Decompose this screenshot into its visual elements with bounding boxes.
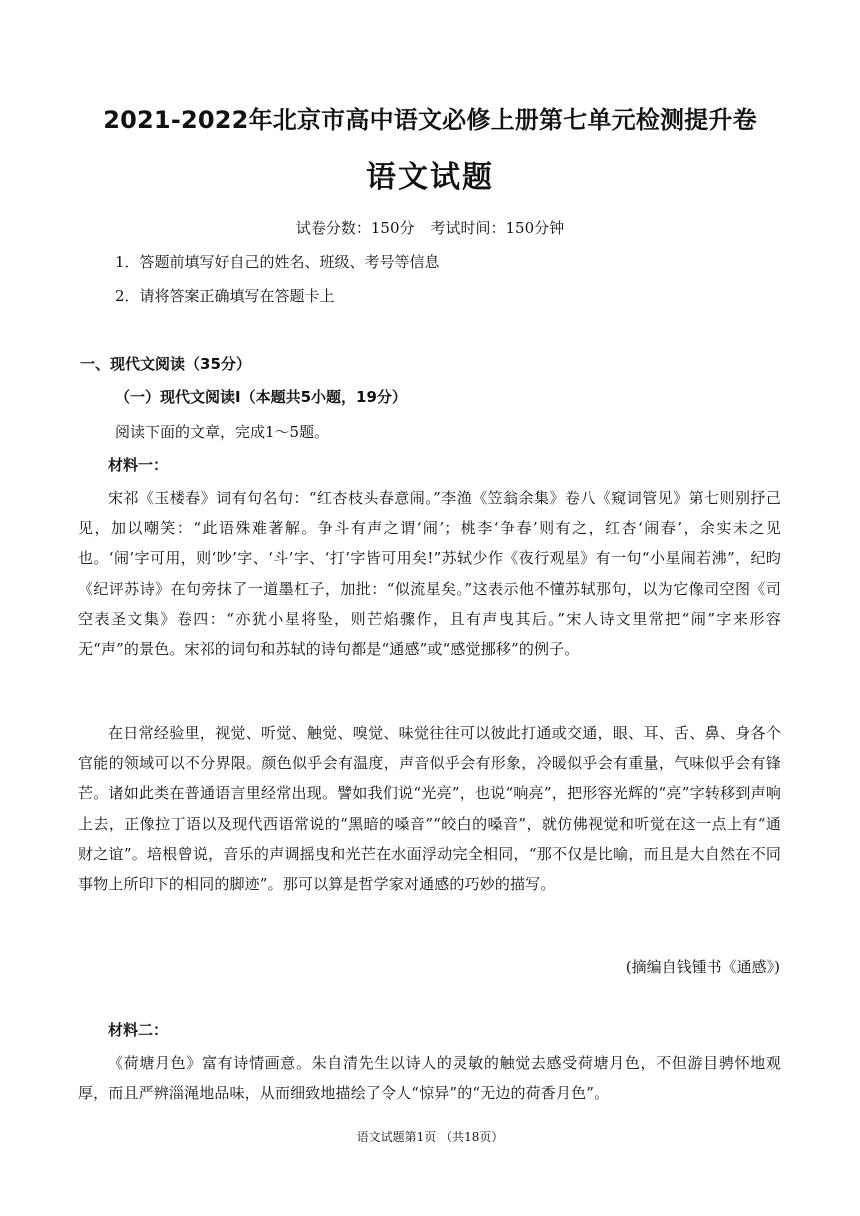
reading-instruction: 阅读下面的文章，完成1～5题。 — [115, 423, 330, 441]
exam-note-1: 1．答题前填写好自己的姓名、班级、考号等信息 — [115, 253, 440, 271]
page-footer: 语文试题第1页 （共18页） — [356, 1130, 504, 1144]
material-one-paragraph-1: 宋祁《玉楼春》词有句名句：“红杏枝头春意闹。”李渔《笠翁余集》卷八《窥词管见》第七则别抒己见，加以嘲笑：“此语殊难著解。争斗有声之谓‘闹’；桃李‘争春’则有之，红杏‘闹春’，余实未之见也。‘闹’字可用，则‘吵’字、‘斗’字、‘打’字皆可用矣!”苏轼少作《夜行观星》有一句“小星闹若沸”，纪昀《纪评苏诗》在句旁抹了一道墨杠子，加批：“似流星矣。”这表示他不懂苏轼那句，以为它像司空图《司空表圣文集》卷四：“亦犹小星将坠，则芒焰骤作，且有声曳其后。”宋人诗文里常把“闹”字来形容无“声”的景色。宋祁的词句和苏轼的诗句都是“通感”或“感觉挪移”的例子。 — [78, 489, 781, 659]
exam-time: 考试时间：150分钟 — [430, 219, 565, 237]
material-one-label: 材料一： — [108, 456, 169, 474]
section-sub-heading: （一）现代文阅读Ⅰ（本题共5小题，19分） — [115, 388, 407, 406]
exam-sub-title: 语文试题 — [366, 160, 494, 195]
material-two-label: 材料二： — [108, 1021, 169, 1039]
material-one-paragraph-2: 在日常经验里，视觉、听觉、触觉、嗅觉、味觉往往可以彼此打通或交通，眼、耳、舌、鼻、身各个官能的领域可以不分界限。颜色似乎会有温度，声音似乎会有形象，冷暖似乎会有重量，气味似乎会有锋芒。诸如此类在普通语言里经常出现。譬如我们说“光亮”，也说“响亮”，把形容光辉的“亮”字转移到声响上去，正像拉丁语以及现代西语常说的“黑暗的嗓音”“皎白的嗓音”，就仿佛视觉和听觉在这一点上有“通财之谊”。培根曾说，音乐的声调摇曳和光芒在水面浮动完全相同，“那不仅是比喻，而且是大自然在不同事物上所印下的相同的脚迹”。那可以算是哲学家对通感的巧妙的描写。 — [78, 724, 781, 894]
material-one-source: (摘编自钱锺书《通感》) — [625, 958, 780, 976]
material-two-paragraph-1: 《荷塘月色》富有诗情画意。朱自清先生以诗人的灵敏的触觉去感受荷塘月色，不但游目骋怀地观厚，而且严辨淄渑地品味，从而细致地描绘了令人“惊异”的“无边的荷香月色”。 — [78, 1054, 781, 1103]
exam-note-2: 2．请将答案正确填写在答题卡上 — [115, 287, 335, 305]
exam-main-title: 2021-2022年北京市高中语文必修上册第七单元检测提升卷 — [103, 106, 757, 134]
section-heading: 一、现代文阅读（35分） — [80, 355, 251, 373]
exam-score: 试卷分数：150分 — [295, 219, 415, 237]
exam-info-line — [0, 216, 860, 240]
